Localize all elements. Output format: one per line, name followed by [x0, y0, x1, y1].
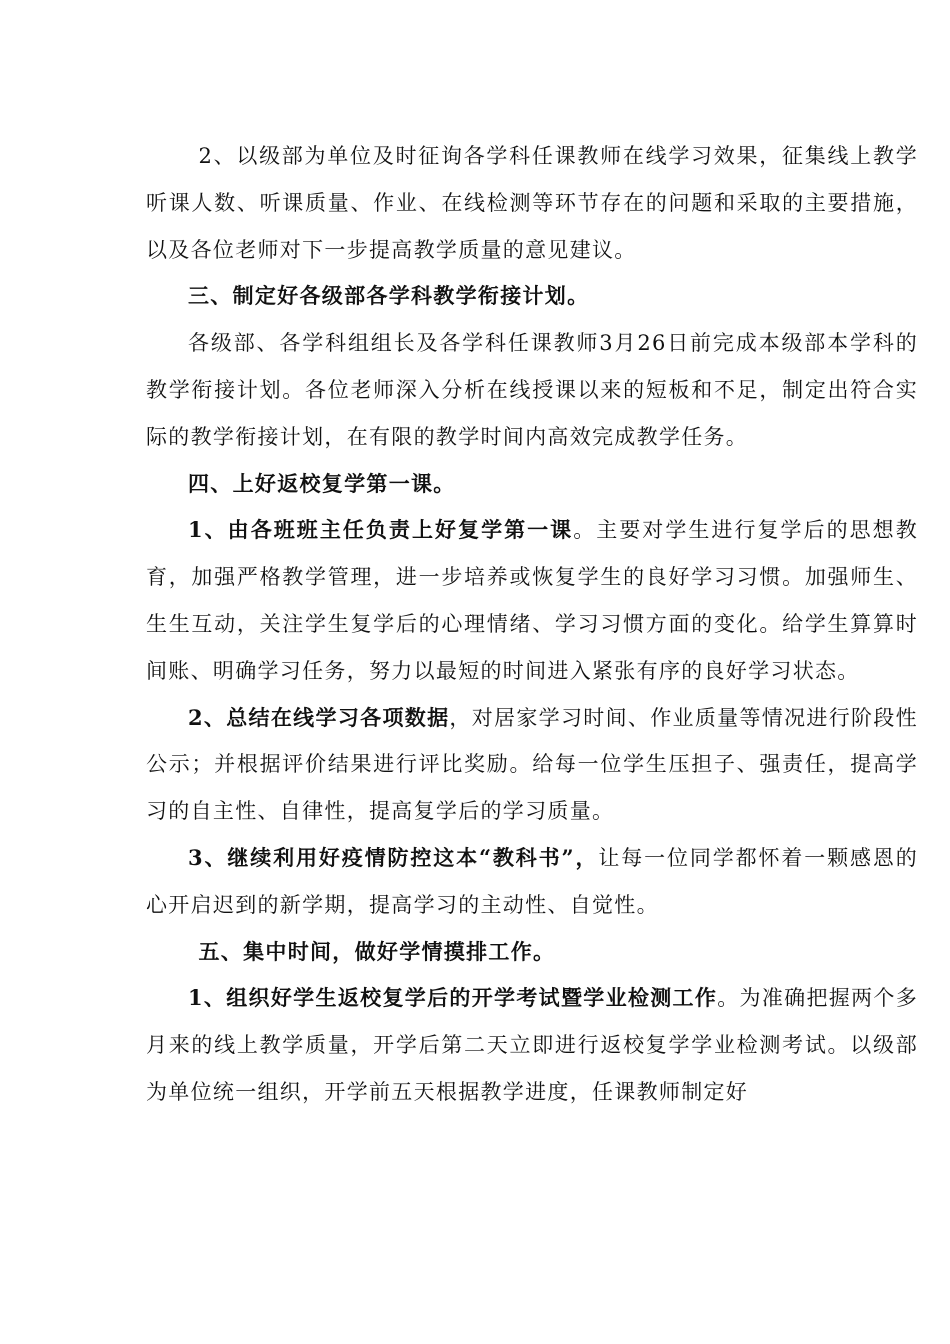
section-heading-4: 四、上好返校复学第一课。: [188, 470, 456, 496]
paragraph-lead: 1、组织好学生返校复学后的开学考试暨学业检测工作: [188, 985, 718, 1011]
paragraph-online-data: [146, 695, 918, 835]
section-heading-5: 五、集中时间，做好学情摸排工作。: [198, 938, 556, 964]
paragraph-exam: [146, 975, 918, 1115]
paragraph-text: 各级部、各学科组组长及各学科任课教师3月26日前完成本级部本学科的教学衔接计划。各位老师深入分析在线授课以来的短板和不足，制定出符合实际的教学衔接计划，在有限的教学时间内高效完成教学任务。: [146, 331, 918, 449]
paragraph-text: 让每一位同学都怀着一颗感恩的心开启迟到的新学期，提高学习的主动性、自觉性。: [146, 845, 919, 917]
paragraph-transition-plan: [146, 320, 918, 460]
paragraph-lead: 3、继续利用好疫情防控这本“教科书”，: [188, 844, 599, 870]
document-body: [146, 133, 918, 1116]
paragraph-textbook: [146, 835, 918, 929]
section-heading-3: 三、制定好各级部各学科教学衔接计划。: [188, 283, 590, 309]
paragraph-text: 。主要对学生进行复学后的思想教育，加强严格教学管理，进一步培养或恢复学生的良好学习习惯。加强师生、生生互动，关注学生复学后的心理情绪、学习习惯方面的变化。给学生算算时间账、明确学习任务，努力以最短的时间进入紧张有序的良好学习状态。: [146, 518, 918, 683]
paragraph-feedback-collection: [146, 133, 918, 273]
paragraph-text: 。为准确把握两个多月来的线上教学质量，开学后第二天立即进行返校复学学业检测考试。以级部为单位统一组织，开学前五天根据教学进度，任课教师制定好: [146, 986, 919, 1104]
paragraph-text: 2、以级部为单位及时征询各学科任课教师在线学习效果，征集线上教学听课人数、听课质量、作业、在线检测等环节存在的问题和采取的主要措施，以及各位老师对下一步提高教学质量的意见建议。: [146, 144, 918, 262]
paragraph-lead: 1、由各班班主任负责上好复学第一课: [188, 517, 574, 543]
paragraph-text: ，对居家学习时间、作业质量等情况进行阶段性公示；并根据评价结果进行评比奖励。给每一位学生压担子、强责任，提高学习的自主性、自律性，提高复学后的学习质量。: [146, 705, 918, 824]
paragraph-first-lesson: [146, 507, 918, 694]
paragraph-lead: 2、总结在线学习各项数据: [188, 704, 450, 730]
